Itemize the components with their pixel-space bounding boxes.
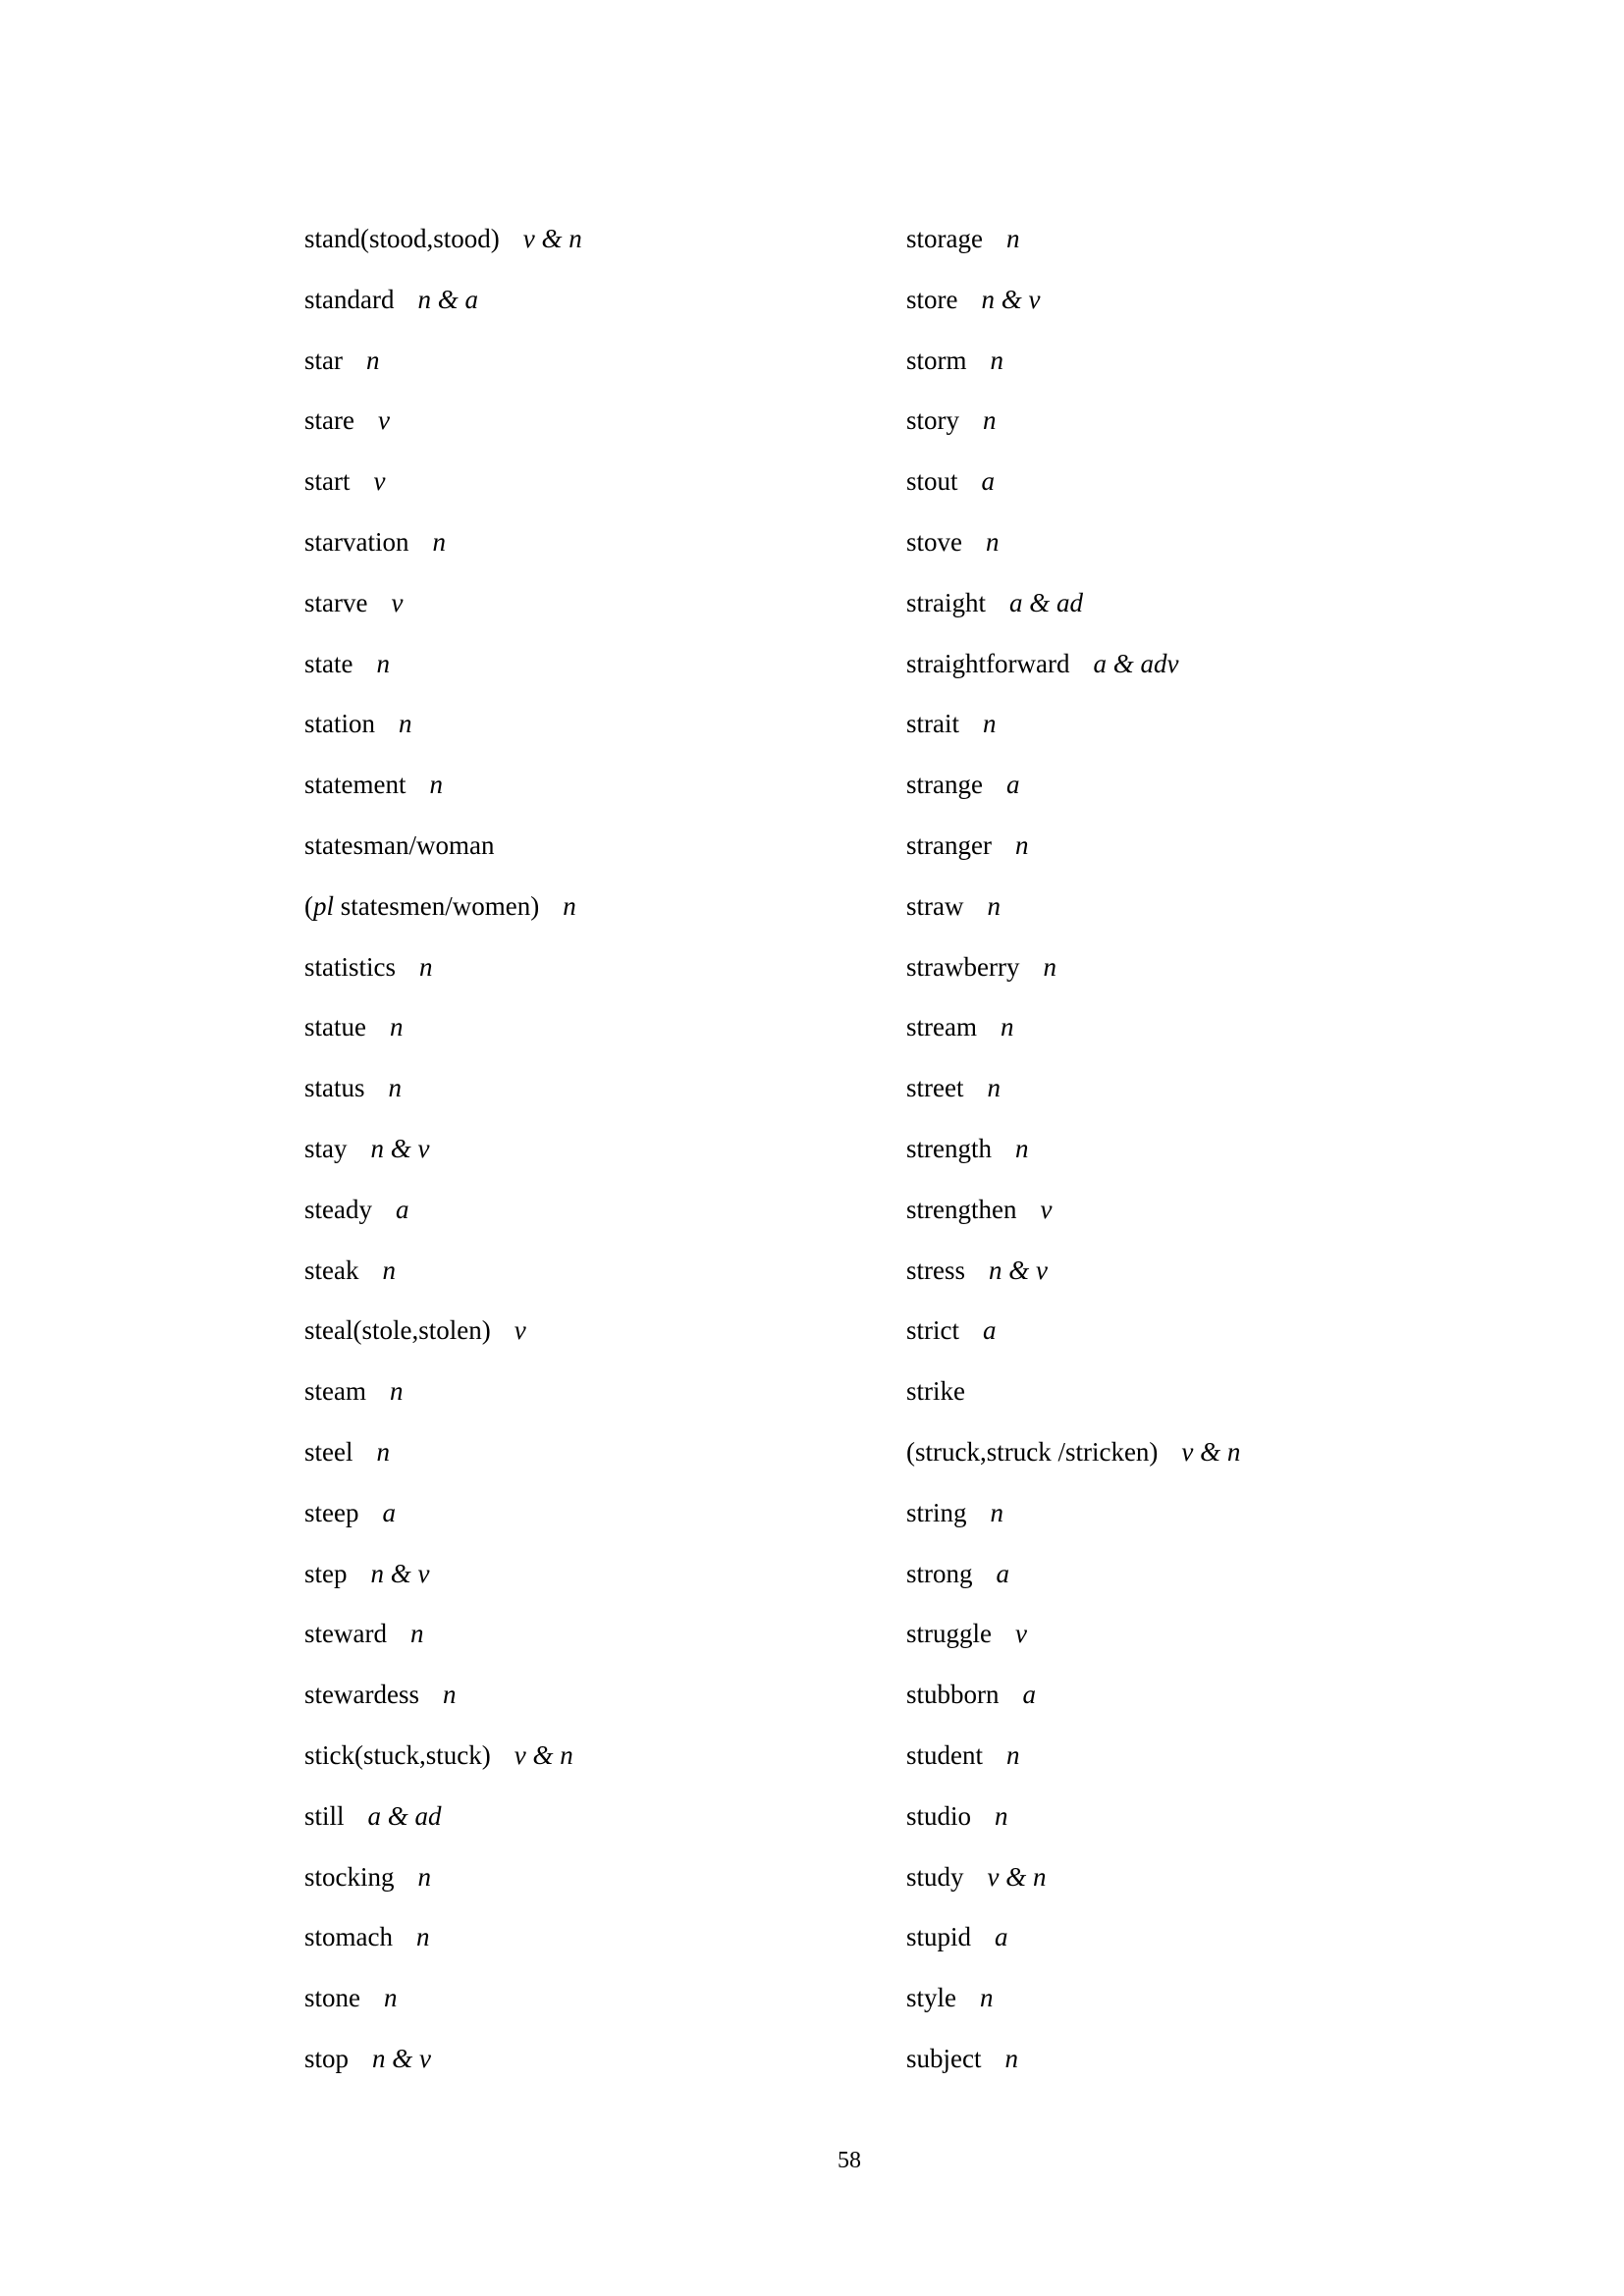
part-of-speech: n [987, 890, 1001, 921]
headword: straightforward [906, 648, 1070, 678]
word-entry [304, 1362, 582, 1422]
part-of-speech: n [986, 526, 1000, 557]
part-of-speech: n [1004, 2043, 1018, 2073]
part-of-speech: n [1000, 1012, 1014, 1042]
headword: star [304, 345, 343, 375]
word-entry [304, 1968, 582, 2029]
headword: still [304, 1800, 345, 1831]
headword: stranger [906, 829, 992, 860]
word-entry [906, 1726, 1240, 1787]
headword: struggle [906, 1619, 992, 1649]
headword: standard [304, 284, 395, 314]
word-entry [906, 816, 1240, 877]
part-of-speech: n [442, 1680, 457, 1710]
part-of-speech: n [432, 526, 446, 557]
part-of-speech: n [389, 1012, 404, 1042]
word-entry [906, 270, 1240, 331]
headword: station [304, 709, 375, 739]
word-entry [304, 452, 582, 512]
part-of-speech: n [376, 648, 390, 678]
word-entry [304, 877, 582, 937]
part-of-speech: n [990, 1497, 1004, 1527]
part-of-speech: a [996, 1558, 1009, 1588]
headword: steal(stole,stolen) [304, 1315, 491, 1346]
headword: statement [304, 770, 406, 800]
part-of-speech: n [1015, 1133, 1029, 1163]
headword: strawberry [906, 951, 1020, 982]
word-entry [304, 816, 582, 877]
part-of-speech: a & adv [1093, 648, 1179, 678]
headword: student [906, 1739, 983, 1770]
part-of-speech: a & ad [1009, 587, 1084, 617]
part-of-speech: n [983, 405, 997, 436]
part-of-speech: a [995, 1922, 1008, 1952]
part-of-speech: n [399, 709, 412, 739]
headword: studio [906, 1800, 972, 1831]
word-entry [906, 877, 1240, 937]
headword: statistics [304, 951, 396, 982]
word-entry [906, 391, 1240, 452]
headword: state [304, 648, 353, 678]
part-of-speech: n & v [370, 1558, 430, 1588]
headword: store [906, 284, 958, 314]
word-entry [906, 512, 1240, 573]
word-entry [304, 1847, 582, 1908]
word-entry [906, 1968, 1240, 2029]
part-of-speech: n [415, 1922, 430, 1952]
word-entry [906, 2029, 1240, 2090]
word-entry [304, 1180, 582, 1241]
part-of-speech: n [1014, 829, 1029, 860]
part-of-speech: n & v [989, 1255, 1048, 1285]
part-of-speech: n [987, 1073, 1001, 1103]
part-of-speech: a [983, 1315, 997, 1346]
part-of-speech: n & v [372, 2043, 432, 2073]
headword: statesman/woman [304, 829, 495, 860]
word-entry [906, 1787, 1240, 1847]
word-entry [906, 1362, 1240, 1422]
headword: stone [304, 1983, 360, 2013]
word-entry [906, 1665, 1240, 1726]
word-entry [906, 1058, 1240, 1119]
part-of-speech: v [514, 1315, 526, 1346]
headword: strong [906, 1558, 973, 1588]
headword: subject [906, 2043, 982, 2073]
headword: string [906, 1497, 967, 1527]
right-word-column [906, 209, 1240, 2090]
headword: study [906, 1861, 964, 1892]
part-of-speech: a [1022, 1680, 1036, 1710]
word-entry [304, 1604, 582, 1665]
word-entry [304, 937, 582, 998]
headword: stout [906, 466, 958, 497]
word-entry [906, 209, 1240, 270]
part-of-speech: n [376, 1436, 390, 1467]
part-of-speech: n [417, 1861, 431, 1892]
headword: stay [304, 1133, 348, 1163]
word-entry [304, 1119, 582, 1180]
word-entry [304, 1301, 582, 1362]
headword: strike [906, 1376, 965, 1407]
headword: stream [906, 1012, 977, 1042]
headword: strange [906, 770, 983, 800]
word-entry [304, 1422, 582, 1483]
word-entry [304, 1907, 582, 1968]
word-entry [304, 1544, 582, 1605]
word-entry [906, 1422, 1240, 1483]
part-of-speech: v [391, 587, 404, 617]
headword: (struck,struck /stricken) [906, 1436, 1159, 1467]
headword: status [304, 1073, 365, 1103]
part-of-speech: n [389, 1376, 404, 1407]
word-entry [304, 1787, 582, 1847]
part-of-speech: n [409, 1619, 424, 1649]
left-word-column [304, 209, 582, 2090]
word-entry [304, 1726, 582, 1787]
part-of-speech: v & n [987, 1861, 1047, 1892]
part-of-speech: n [419, 951, 433, 982]
word-entry [304, 512, 582, 573]
word-entry [906, 634, 1240, 695]
part-of-speech: n [382, 1255, 396, 1285]
part-of-speech: n [388, 1073, 403, 1103]
headword: statue [304, 1012, 366, 1042]
part-of-speech: n [1005, 224, 1020, 253]
part-of-speech: n [983, 709, 997, 739]
word-entry [906, 937, 1240, 998]
headword: starvation [304, 526, 409, 557]
headword: straight [906, 587, 986, 617]
word-entry [304, 1241, 582, 1302]
part-of-speech: v [373, 466, 386, 497]
word-entry [906, 1180, 1240, 1241]
word-entry [304, 270, 582, 331]
headword: stocking [304, 1861, 395, 1892]
headword: straw [906, 890, 964, 921]
word-entry [906, 1847, 1240, 1908]
word-entry [304, 209, 582, 270]
word-entry [906, 1544, 1240, 1605]
headword: steward [304, 1619, 387, 1649]
part-of-speech: a [981, 466, 996, 497]
headword: strait [906, 709, 959, 739]
part-of-speech: n [1006, 1739, 1020, 1770]
headword: story [906, 405, 959, 436]
headword: stick(stuck,stuck) [304, 1739, 491, 1770]
headword: steam [304, 1376, 366, 1407]
headword: style [906, 1983, 956, 2013]
word-entry [906, 694, 1240, 755]
headword: stop [304, 2043, 350, 2073]
part-of-speech: n [995, 1800, 1008, 1831]
part-of-speech: n [1043, 951, 1056, 982]
part-of-speech: n [563, 890, 576, 921]
word-entry [304, 755, 582, 816]
headword: street [906, 1073, 964, 1103]
word-entry [304, 1665, 582, 1726]
part-of-speech: v & n [1181, 1436, 1241, 1467]
part-of-speech: n [980, 1983, 994, 2013]
word-entry [304, 997, 582, 1058]
headword: steak [304, 1255, 359, 1285]
headword: storage [906, 224, 983, 253]
headword: stubborn [906, 1680, 1000, 1710]
part-of-speech: n [429, 770, 443, 800]
headword: stare [304, 405, 354, 436]
part-of-speech: v & n [514, 1739, 573, 1770]
part-of-speech: n [384, 1983, 398, 2013]
word-entry [304, 1058, 582, 1119]
entry-prefix: ( [304, 890, 313, 921]
headword: stomach [304, 1922, 393, 1952]
page-number: 58 [838, 2148, 861, 2173]
part-of-speech: n & v [370, 1133, 430, 1163]
word-entry [304, 2029, 582, 2090]
word-entry [906, 331, 1240, 392]
headword: strengthen [906, 1194, 1017, 1224]
part-of-speech: n & a [417, 284, 478, 314]
headword: stand(stood,stood) [304, 224, 500, 253]
part-of-speech: n [365, 345, 380, 375]
word-entry [304, 331, 582, 392]
part-of-speech: v [377, 405, 390, 436]
word-entry [304, 694, 582, 755]
headword: step [304, 1558, 348, 1588]
part-of-speech: a [382, 1497, 396, 1527]
word-entry [304, 391, 582, 452]
part-of-speech: n [990, 345, 1004, 375]
part-of-speech: a [1005, 770, 1020, 800]
headword: steady [304, 1194, 372, 1224]
headword: statesmen/women) [334, 890, 540, 921]
headword: stupid [906, 1922, 972, 1952]
word-entry [906, 1604, 1240, 1665]
part-of-speech: n & v [981, 284, 1041, 314]
headword: storm [906, 345, 967, 375]
headword: strict [906, 1315, 959, 1346]
word-entry [906, 1241, 1240, 1302]
word-entry [906, 1483, 1240, 1544]
headword: strength [906, 1133, 992, 1163]
part-of-speech: a [395, 1194, 409, 1224]
headword: stove [906, 526, 962, 557]
word-entry [906, 1301, 1240, 1362]
part-of-speech: a & ad [367, 1800, 442, 1831]
headword: starve [304, 587, 368, 617]
part-of-speech: v [1015, 1619, 1027, 1649]
word-entry [304, 1483, 582, 1544]
headword: start [304, 466, 351, 497]
word-entry [304, 573, 582, 634]
word-entry [906, 997, 1240, 1058]
headword: stress [906, 1255, 965, 1285]
word-entry [906, 755, 1240, 816]
word-entry [906, 1119, 1240, 1180]
word-entry [906, 1907, 1240, 1968]
headword: stewardess [304, 1680, 419, 1710]
plural-marker: pl [313, 890, 335, 921]
headword: steep [304, 1497, 359, 1527]
part-of-speech: v [1040, 1194, 1053, 1224]
word-entry [304, 634, 582, 695]
headword: steel [304, 1436, 353, 1467]
part-of-speech: v & n [522, 224, 582, 253]
word-entry [906, 452, 1240, 512]
word-entry [906, 573, 1240, 634]
